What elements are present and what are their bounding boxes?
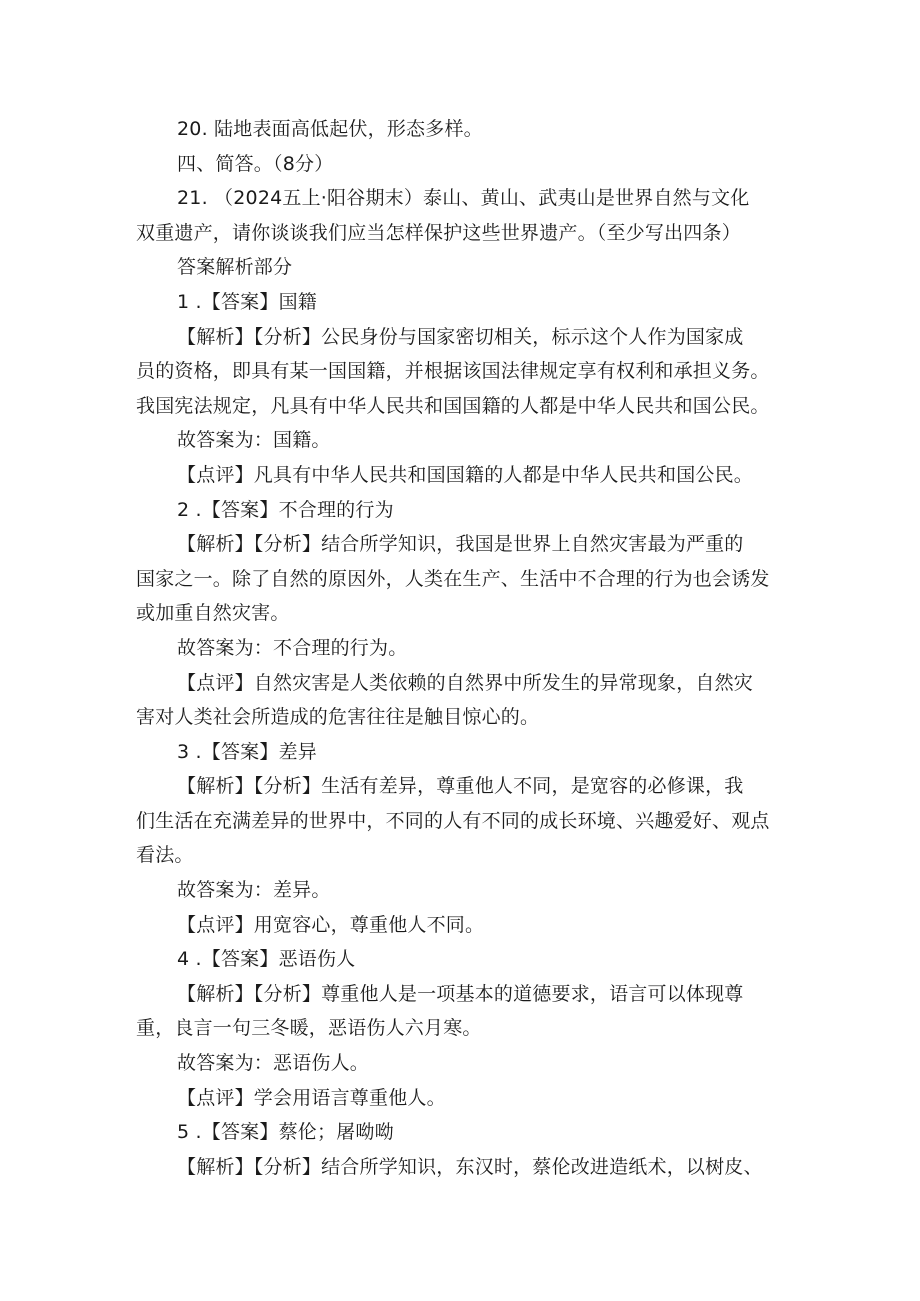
- answer-4-analysis-line-1: 【解析】【分析】尊重他人是一项基本的道德要求，语言可以体现尊: [177, 982, 744, 1005]
- answer-1-analysis-line-1: 【解析】【分析】公民身份与国家密切相关，标示这个人作为国家成: [177, 325, 744, 348]
- answer-3-analysis-line-3: 看法。: [136, 844, 194, 867]
- answer-1-analysis-line-3: 我国宪法规定，凡具有中华人民共和国国籍的人都是中华人民共和国公民。: [136, 394, 770, 417]
- answer-2-analysis-line-2: 国家之一。除了自然的原因外，人类在生产、生活中不合理的行为也会诱发: [136, 567, 770, 590]
- question-20-text: 20. 陆地表面高低起伏，形态多样。: [177, 118, 483, 140]
- answer-section-title: 答案解析部分: [177, 256, 293, 279]
- answer-4-analysis-line-2: 重，良言一句三冬暖，恶语伤人六月寒。: [136, 1017, 482, 1040]
- answer-4-heading: 4 .【答案】恶语伤人: [177, 948, 356, 971]
- answer-1-comment: 【点评】凡具有中华人民共和国国籍的人都是中华人民共和国公民。: [177, 463, 754, 486]
- answer-1-analysis-line-2: 员的资格，即具有某一国国籍，并根据该国法律规定享有权利和承担义务。: [136, 360, 770, 383]
- answer-5-heading: 5 .【答案】蔡伦；屠呦呦: [177, 1121, 394, 1144]
- answer-2-analysis-line-3: 或加重自然灾害。: [136, 602, 290, 625]
- answer-2-conclusion: 故答案为：不合理的行为。: [177, 636, 408, 659]
- answer-2-comment-line-1: 【点评】自然灾害是人类依赖的自然界中所发生的异常现象，自然灾: [177, 671, 754, 694]
- answer-3-comment: 【点评】用宽容心，尊重他人不同。: [177, 913, 485, 936]
- answer-3-conclusion: 故答案为：差异。: [177, 879, 331, 902]
- section-heading-short-answer: 四、简答。（8分）: [177, 152, 334, 175]
- answer-3-analysis-line-2: 们生活在充满差异的世界中，不同的人有不同的成长环境、兴趣爱好、观点: [136, 809, 770, 832]
- answer-2-comment-line-2: 害对人类社会所造成的危害往往是触目惊心的。: [136, 706, 540, 729]
- question-21-text-line-2: 双重遗产，请你谈谈我们应当怎样保护这些世界遗产。（至少写出四条）: [136, 221, 741, 244]
- question-21-text-line-1: 21. （2024五上·阳谷期末）泰山、黄山、武夷山是世界自然与文化: [177, 187, 750, 210]
- document-body: [136, 112, 798, 1184]
- answer-3-analysis-line-1: 【解析】【分析】生活有差异，尊重他人不同，是宽容的必修课，我: [177, 775, 744, 798]
- answer-2-analysis-line-1: 【解析】【分析】结合所学知识，我国是世界上自然灾害最为严重的: [177, 533, 744, 556]
- answer-5-analysis-line-1: 【解析】【分析】结合所学知识，东汉时，蔡伦改进造纸术，以树皮、: [177, 1155, 763, 1178]
- answer-2-heading: 2 .【答案】不合理的行为: [177, 498, 394, 521]
- answer-4-conclusion: 故答案为：恶语伤人。: [177, 1052, 370, 1075]
- answer-1-heading: 1 .【答案】国籍: [177, 290, 317, 313]
- answer-1-conclusion: 故答案为：国籍。: [177, 429, 331, 452]
- answer-4-comment: 【点评】学会用语言尊重他人。: [177, 1086, 446, 1109]
- answer-3-heading: 3 .【答案】差异: [177, 740, 317, 763]
